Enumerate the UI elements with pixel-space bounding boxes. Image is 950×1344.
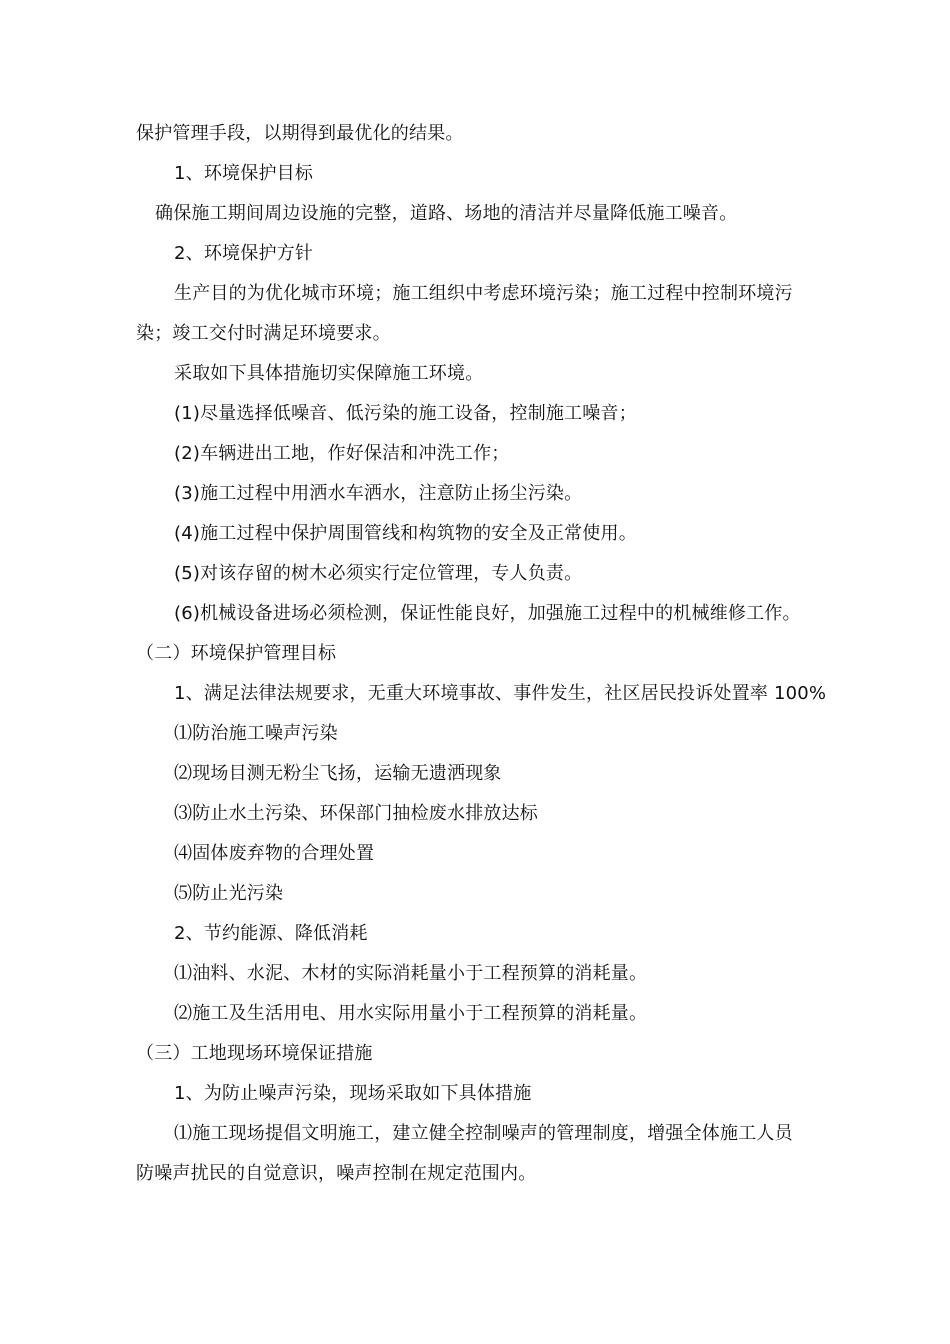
list-item: ⑴油料、水泥、木材的实际消耗量小于工程预算的消耗量。 [174,963,648,984]
list-item: ⑸防止光污染 [174,883,284,904]
list-item: ⑷固体废弃物的合理处置 [174,843,375,864]
list-item: (1)尽量选择低噪音、低污染的施工设备，控制施工噪音； [174,403,637,424]
list-item: ⑶防止水土污染、环保部门抽检废水排放达标 [174,803,538,824]
list-item: (2)车辆进出工地，作好保洁和冲洗工作； [174,443,510,464]
text-line: 防噪声扰民的自觉意识，噪声控制在规定范围内。 [136,1163,537,1184]
text-line: 保护管理手段，以期得到最优化的结果。 [136,123,464,144]
list-item: ⑴防治施工噪声污染 [174,723,338,744]
text-line: 确保施工期间周边设施的完整，道路、场地的清洁并尽量降低施工噪音。 [155,203,738,224]
list-item: ⑵施工及生活用电、用水实际用量小于工程预算的消耗量。 [174,1003,648,1024]
text-line: 染；竣工交付时满足环境要求。 [136,323,391,344]
list-item: (3)施工过程中用洒水车洒水，注意防止扬尘污染。 [174,483,583,504]
list-item: (5)对该存留的树木必须实行定位管理，专人负责。 [174,563,583,584]
list-item: (6)机械设备进场必须检测，保证性能良好，加强施工过程中的机械维修工作。 [174,603,801,624]
section-heading: 2、节约能源、降低消耗 [174,923,368,944]
text-line: 生产目的为优化城市环境；施工组织中考虑环境污染；施工过程中控制环境污 [174,283,793,304]
section-heading: 2、环境保护方针 [174,243,314,264]
list-item: (4)施工过程中保护周围管线和构筑物的安全及正常使用。 [174,523,637,544]
section-heading: 1、环境保护目标 [174,163,314,184]
text-line: 采取如下具体措施切实保障施工环境。 [174,363,484,384]
section-heading: 1、满足法律法规要求，无重大环境事故、事件发生，社区居民投诉处置率 100% [174,683,827,704]
section-heading: （二）环境保护管理目标 [136,643,337,664]
list-item: ⑴施工现场提倡文明施工，建立健全控制噪声的管理制度，增强全体施工人员 [174,1123,793,1144]
list-item: ⑵现场目测无粉尘飞扬，运输无遗洒现象 [174,763,502,784]
section-heading: （三）工地现场环境保证措施 [136,1043,373,1064]
section-heading: 1、为防止噪声污染，现场采取如下具体措施 [174,1083,532,1104]
